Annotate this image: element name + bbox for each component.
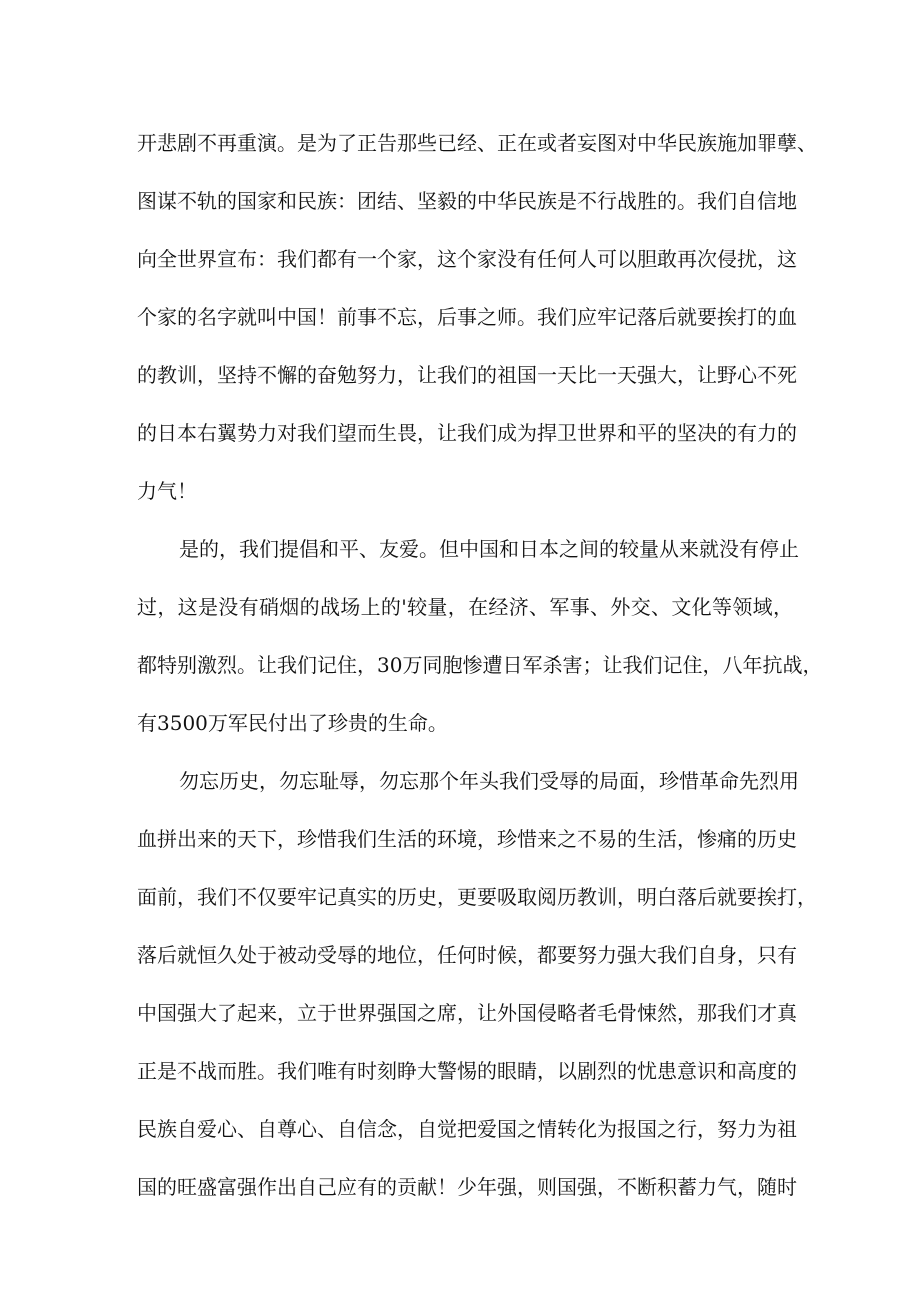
document-body: [137, 120, 823, 1222]
text-line: 正是不战而胜。我们唯有时刻睁大警惕的眼睛，以剧烈的忧患意识和高度的: [137, 1059, 797, 1083]
text-line: 有3500万军民付出了珍贵的生命。: [137, 711, 448, 735]
text-line: 图谋不轨的国家和民族：团结、坚毅的中华民族是不行战胜的。我们自信地: [137, 189, 797, 213]
text-line: 的日本右翼势力对我们望而生畏，让我们成为捍卫世界和平的坚决的有力的: [137, 421, 797, 445]
text-line: 国的旺盛富强作出自己应有的贡献！少年强，则国强，不断积蓄力气，随时: [137, 1175, 797, 1199]
paragraph-3: [137, 758, 817, 1222]
text-line: 勿忘历史，勿忘耻辱，勿忘那个年头我们受辱的局面，珍惜革命先烈用: [179, 769, 799, 793]
paragraph-1: [137, 120, 817, 526]
text-line: 开悲剧不再重演。是为了正告那些已经、正在或者妄图对中华民族施加罪孽、: [137, 131, 817, 155]
text-line: 向全世界宣布：我们都有一个家，这个家没有任何人可以胆敢再次侵扰，这: [137, 247, 797, 271]
paragraph-2: [137, 526, 823, 758]
text-line: 血拼出来的天下，珍惜我们生活的环境，珍惜来之不易的生活，惨痛的历史: [137, 827, 797, 851]
text-line: 中国强大了起来，立于世界强国之席，让外国侵略者毛骨悚然，那我们才真: [137, 1001, 797, 1025]
text-line: 过，这是没有硝烟的战场上的'较量，在经济、军事、外交、文化等领域，: [137, 595, 793, 619]
text-line: 的教训，坚持不懈的奋勉努力，让我们的祖国一天比一天强大，让野心不死: [137, 363, 797, 387]
text-line: 面前，我们不仅要牢记真实的历史，更要吸取阅历教训，明白落后就要挨打，: [137, 885, 817, 909]
text-line: 力气！: [137, 479, 197, 503]
text-line: 是的，我们提倡和平、友爱。但中国和日本之间的较量从来就没有停止: [179, 537, 799, 561]
text-line: 个家的名字就叫中国！前事不忘，后事之师。我们应牢记落后就要挨打的血: [137, 305, 797, 329]
text-line: 都特别激烈。让我们记住，30万同胞惨遭日军杀害；让我们记住，八年抗战，: [137, 653, 823, 677]
text-line: 落后就恒久处于被动受辱的地位，任何时候，都要努力强大我们自身，只有: [137, 943, 797, 967]
text-line: 民族自爱心、自尊心、自信念，自觉把爱国之情转化为报国之行，努力为祖: [137, 1117, 797, 1141]
